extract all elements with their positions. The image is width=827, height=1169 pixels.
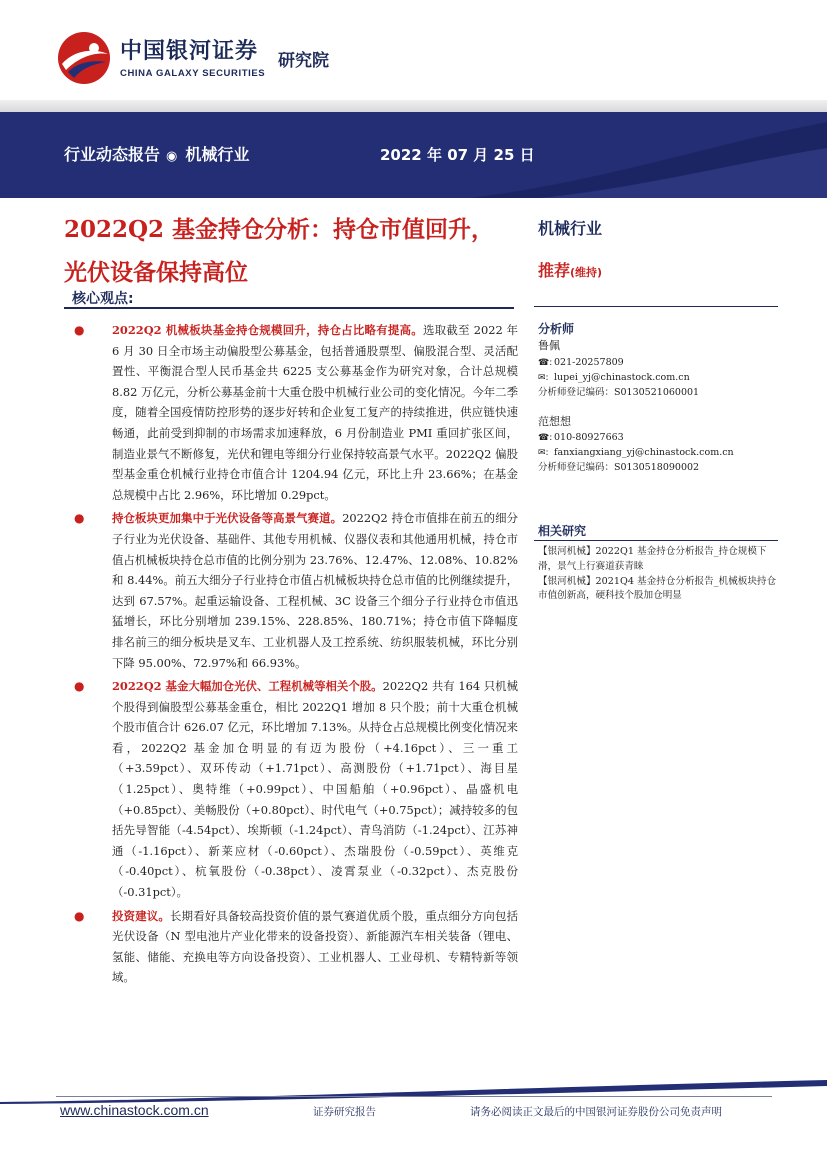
footer-doc-type: 证券研究报告: [313, 1106, 376, 1118]
phone-icon: ☎:: [538, 433, 553, 443]
analyst-phone-value: 021-20257809: [554, 357, 624, 368]
recommendation-rating: 推荐: [538, 261, 571, 280]
bullet-icon: ●: [74, 679, 85, 694]
analyst-name: 范想想: [538, 415, 571, 428]
email-icon: ✉:: [538, 373, 549, 383]
band-industry: 机械行业: [185, 145, 250, 164]
core-view-item: [64, 508, 518, 673]
bullet-icon: ●: [74, 511, 85, 526]
sidebar-recommendation: [538, 258, 602, 281]
analyst-label: 分析师: [538, 322, 575, 336]
core-view-lead: 投资建议。: [112, 908, 171, 923]
core-view-item: [64, 320, 518, 505]
footer-disclaimer: 请务必阅读正文最后的中国银河证券股份公司免责声明: [470, 1106, 722, 1118]
analyst-cert: 分析师登记编码：S0130521060001: [538, 387, 700, 398]
core-view-body: 选取截至 2022 年 6 月 30 日全市场主动偏股型公募基金，包括普通股票型、偏股混合型、灵活配置性、平衡混合型人民币基金共 6225 支公募基金作为研究对象，合计总规模 8.82 万亿元，分析公募基金前十大重仓股中机械行业公司的变化情况。今年二季度，随着全国疫情防控形势的逐步好转和企业复工复产的持续推进，供应链快速畅通，此前受到抑制的市场需求加速释放，6 月份制造业 PMI 重回扩张区间，制造业景气不断修复，光伏和锂电等细分行业保持较高景气水平。2022Q2 偏股型基金重仓机械行业持仓市值合计 1204.94 亿元，环比上升 23.66%；在基金总规模中占比 2.96%，环比增加 0.29pct。: [112, 323, 518, 502]
analyst-email-value[interactable]: lupei_yj@chinastock.com.cn: [554, 372, 690, 383]
core-view-lead: 持仓板块更加集中于光伏设备等高景气赛道。: [112, 511, 343, 526]
report-type: 行业动态报告: [64, 145, 161, 164]
core-view-body: 2022Q2 共有 164 只机械个股得到偏股型公募基金重仓，相比 2022Q1 增加 8 只个股；前十大重仓机械个股市值合计 626.07 亿元，环比增加 7.13%。从持仓占总规模比例变化情况来看，2022Q2 基金加仓明显的有迈为股份（+4.16pct）、三一重工（+3.59pct）、双环传动（+1.71pct）、高测股份（+1.71pct）、海目星（1.25pct）、奥特维（+0.99pct）、中国船舶（+0.96pct）、晶盛机电（+0.85pct）、美畅股份（+0.80pct）、时代电气（+0.75pct）；减持较多的包括先导智能（-4.54pct）、埃斯顿（-1.24pct）、青鸟消防（-1.24pct）、江苏神通（-1.16pct）、新莱应材（-0.60pct）、杰瑞股份（-0.59pct）、英维克（-0.40pct）、杭氧股份（-0.38pct）、凌霄泵业（-0.32pct）、杰克股份（-0.31pct）。: [112, 679, 518, 900]
brand-institute: 研究院: [278, 51, 329, 71]
sidebar-divider: [534, 540, 778, 541]
core-view-item: [64, 676, 518, 903]
analyst-name: 鲁佩: [538, 339, 560, 352]
core-view-body: 长期看好具备较高投资价值的景气赛道优质个股，重点细分方向包括光伏设备（N 型电池片产业化带来的设备投资）、新能源汽车相关装备（锂电、氢能、储能、充换电等方向设备投资）、工业机器人、工业母机、专精特新等领域。: [112, 908, 518, 985]
header-grey-band: [0, 100, 827, 112]
core-view-body: 2022Q2 持仓市值排在前五的细分子行业为光伏设备、基础件、其他专用机械、仪器仪表和其他通用机械，持仓市值占机械板块持仓总市值的比例分别为 23.76%、12.47%、12.08%、10.82%和 8.44%。前五大细分子行业持仓市值占机械板块持仓总市值的比例继续提升，达到 67.57%。起重运输设备、工程机械、3C 设备三个细分子行业持仓市值迅猛增长，环比分别增加 239.15%、228.85%、180.71%；持仓市值下降幅度排名前三的细分板块是叉车、工业机器人及工控系统、纺织服装机械，环比分别下降 95.00%、72.97%和 66.93%。: [112, 511, 518, 670]
core-divider: [64, 307, 514, 309]
header-navy-band: [0, 112, 827, 198]
core-view-item: [64, 906, 518, 988]
analyst-phone: [538, 430, 624, 446]
related-research-item[interactable]: 【银河机械】2021Q4 基金持仓分析报告_机械板块持仓市值创新高，硬科技个股加仓明显: [538, 575, 777, 602]
recommendation-note: (维持): [570, 266, 603, 279]
brand-name-en: CHINA GALAXY SECURITIES: [120, 68, 266, 79]
bullet-icon: ●: [74, 908, 85, 923]
phone-icon: ☎:: [538, 358, 553, 368]
related-research-label: 相关研究: [538, 524, 587, 538]
brand-name-cn: 中国银河证券: [120, 39, 259, 64]
core-views-label: 核心观点:: [72, 291, 134, 307]
footer-website-link[interactable]: www.chinastock.com.cn: [60, 1102, 209, 1118]
email-icon: ✉:: [538, 448, 549, 458]
core-view-lead: 2022Q2 基金大幅加仓光伏、工程机械等相关个股。: [112, 679, 383, 694]
report-title: 2022Q2 基金持仓分析：持仓市值回升，光伏设备保持高位: [64, 216, 495, 286]
sidebar-divider: [534, 306, 778, 307]
report-type-bar: [64, 142, 249, 165]
analyst-email: [538, 445, 734, 461]
analyst-cert: 分析师登记编码：S0130518090002: [538, 462, 700, 473]
footer-swoosh-decoration: [0, 1080, 827, 1104]
analyst-phone-value: 010-80927663: [554, 432, 624, 443]
related-research-item[interactable]: 【银河机械】2022Q1 基金持仓分析报告_持仓规模下滑，景气上行赛道获青睐: [538, 546, 767, 572]
galaxy-logo-icon: [56, 30, 112, 86]
analyst-email-value[interactable]: fanxiangxiang_yj@chinastock.com.cn: [554, 447, 734, 458]
sidebar-industry: 机械行业: [538, 219, 603, 238]
separator-icon: ◉: [166, 149, 178, 164]
footer-divider: [56, 1096, 772, 1097]
analyst-phone: [538, 355, 624, 371]
core-views-list: [64, 320, 518, 991]
core-view-lead: 2022Q2 机械板块基金持仓规模回升，持仓占比略有提高。: [112, 323, 424, 337]
analyst-email: [538, 370, 690, 386]
report-date: 2022 年 07 月 25 日: [380, 146, 535, 164]
brand-logo: [56, 30, 356, 86]
bullet-icon: ●: [74, 323, 85, 337]
related-research-list: [538, 545, 778, 604]
